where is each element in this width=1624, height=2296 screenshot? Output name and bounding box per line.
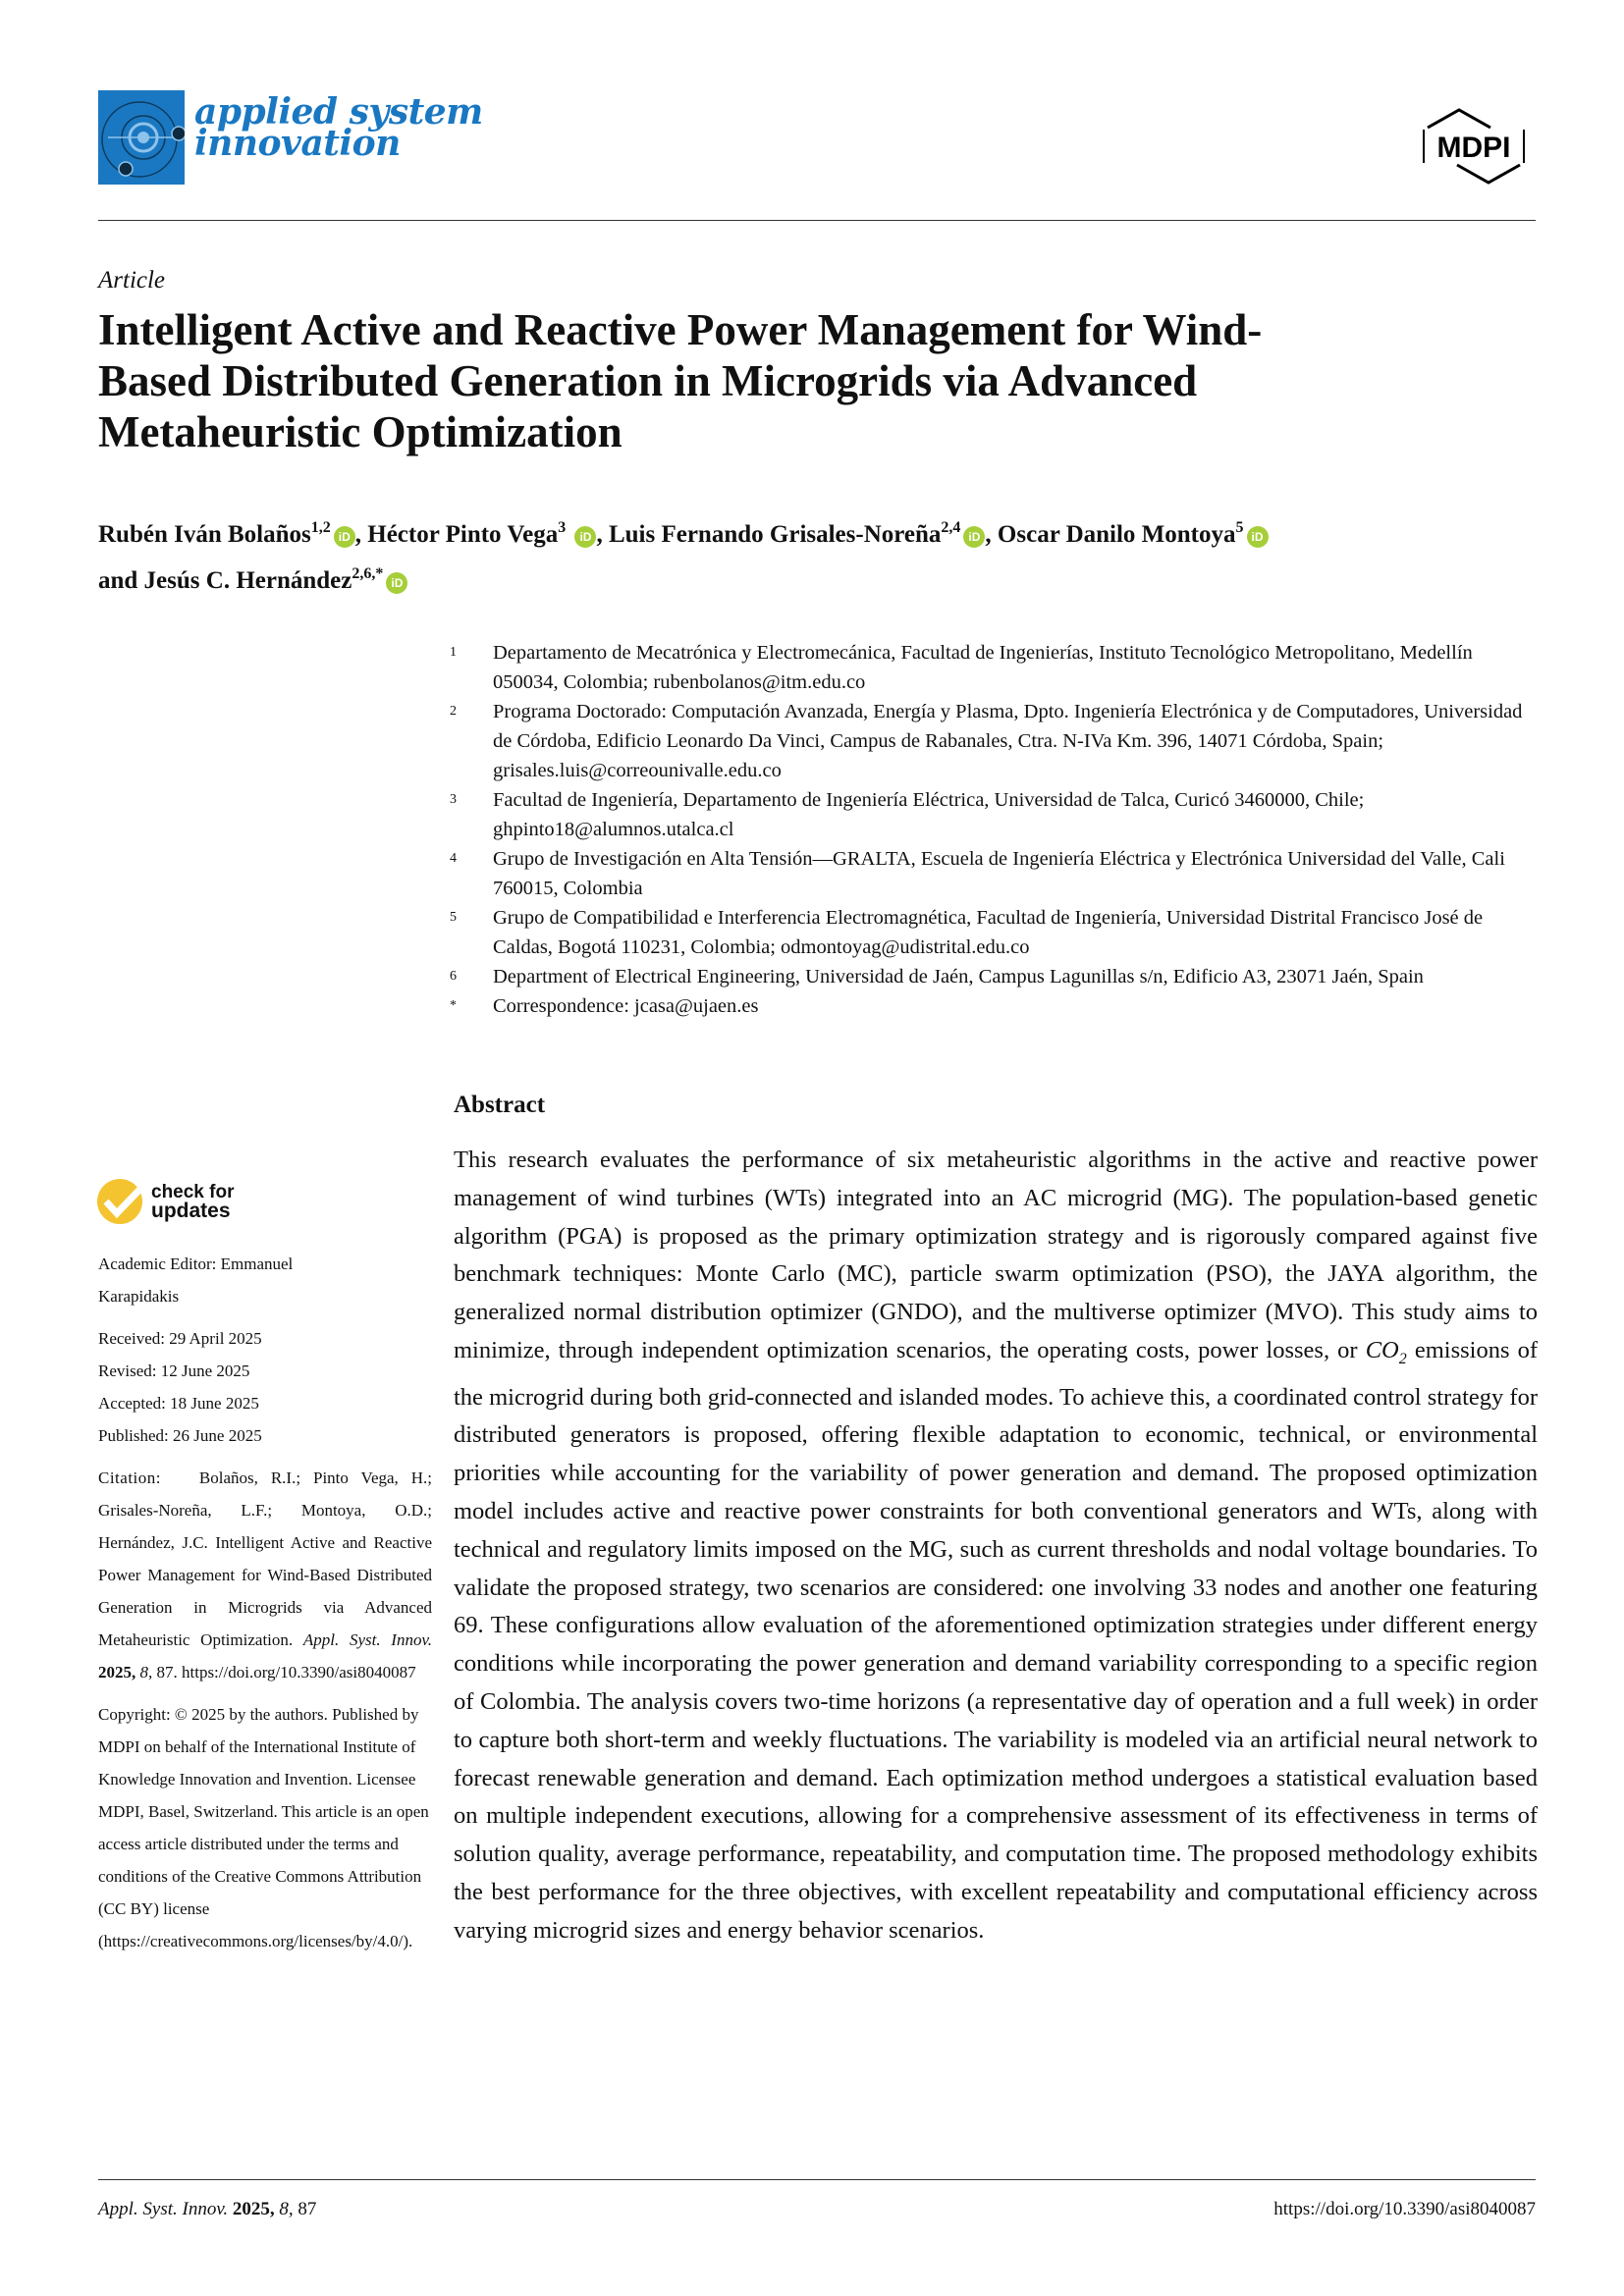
date-received: Received: 29 April 2025: [98, 1329, 262, 1348]
affiliation-text: Facultad de Ingeniería, Departamento de Ingeniería Eléctrica, Universidad de Talca, Curicó 3460000, Chile; ghpinto18@alumnos.utalca.cl: [493, 789, 1365, 840]
article-info-sidebar: [98, 1248, 432, 1967]
author-affiliation-sup: 5: [1235, 519, 1244, 536]
footer-citation: [98, 2199, 316, 2220]
check-for-updates-button[interactable]: [96, 1178, 234, 1225]
citation-volume: 8,: [139, 1663, 153, 1682]
citation-year: 2025,: [98, 1663, 136, 1682]
academic-editor-line1: Academic Editor: Emmanuel: [98, 1255, 294, 1273]
publication-dates: [98, 1322, 432, 1452]
affiliation-text: Departamento de Mecatrónica y Electromecánica, Facultad de Ingenierías, Instituto Tecnológico Metropolitano, Medellín 050034, Colombia; rubenbolanos@itm.edu.co: [493, 642, 1473, 693]
journal-logo-icon: [98, 90, 185, 185]
author-name: and Jesús C. Hernández: [98, 567, 352, 594]
author-separator: ,: [354, 521, 368, 548]
author-affiliation-sup: 1,2: [310, 519, 331, 536]
journal-name-line2: innovation: [194, 123, 401, 164]
affiliation-item: [450, 991, 1540, 1021]
citation-doi-link[interactable]: https://doi.org/10.3390/asi8040087: [182, 1663, 416, 1682]
orcid-icon[interactable]: iD: [334, 526, 355, 548]
orcid-icon[interactable]: iD: [386, 572, 407, 594]
date-accepted: Accepted: 18 June 2025: [98, 1394, 259, 1413]
affiliation-number: 5: [450, 910, 457, 925]
date-published: Published: 26 June 2025: [98, 1426, 262, 1445]
abstract-body: [454, 1142, 1538, 1950]
author-list: [98, 508, 1532, 601]
footer-volume: 8,: [279, 2199, 294, 2219]
co2-base: CO: [1365, 1336, 1399, 1363]
author-name: Rubén Iván Bolaños: [98, 521, 311, 548]
footer-journal: Appl. Syst. Innov.: [98, 2199, 229, 2219]
copyright-block: Copyright: © 2025 by the authors. Published by MDPI on behalf of the International Institute of Knowledge Innovation and Invention. Licensee MDPI, Basel, Switzerland. This article is an open access article distributed under the terms and conditions of the Creative Commons Attribution (CC BY) license (https://creativecommons.org/licenses/by/4.0/).: [98, 1705, 429, 1950]
affiliation-text: Department of Electrical Engineering, Universidad de Jaén, Campus Lagunillas s/n, Edificio A3, 23071 Jaén, Spain: [493, 966, 1424, 988]
author-name: Oscar Danilo Montoya: [997, 521, 1236, 548]
academic-editor-line2: Karapidakis: [98, 1287, 180, 1306]
affiliations-list: [450, 638, 1540, 1021]
citation-journal: Appl. Syst. Innov.: [302, 1630, 432, 1649]
check-updates-line2: updates: [151, 1200, 231, 1222]
check-updates-icon: [96, 1178, 143, 1225]
footer-year: 2025,: [232, 2199, 275, 2219]
academic-editor: [98, 1248, 432, 1312]
svg-text:MDPI: MDPI: [1436, 132, 1511, 164]
author-separator: ,: [985, 521, 998, 548]
check-updates-label: [151, 1183, 234, 1220]
journal-name: [194, 91, 483, 164]
header-divider: [98, 220, 1536, 221]
affiliation-item: [450, 785, 1540, 844]
footer-divider: [98, 2179, 1536, 2180]
affiliation-number: *: [450, 998, 457, 1013]
affiliation-item: [450, 638, 1540, 697]
footer-article-number: 87: [298, 2199, 317, 2219]
abstract-text-part1: This research evaluates the performance of six metaheuristic algorithms in the active and reactive power management of wind turbines (WTs) integrated into an AC microgrid (MG). The population-based genetic algorithm (PGA) is proposed as the primary optimization strategy and is rigorously compared against five benchmark techniques: Monte Carlo (MC), particle swarm optimization (PSO), the JAYA algorithm, the generalized normal distribution optimizer (GNDO), and the multiverse optimizer (MVO). This study aims to minimize, through independent optimization scenarios, the operating costs, power losses, or: [454, 1147, 1538, 1363]
mdpi-logo-icon: [1414, 106, 1534, 187]
article-title: Intelligent Active and Reactive Power Management for Wind-Based Distributed Generation in Microgrids via Advanced Metaheuristic Optimization: [98, 305, 1263, 456]
affiliation-text: Programa Doctorado: Computación Avanzada, Energía y Plasma, Dpto. Ingeniería Electrónica y de Computadores, Universidad de Córdoba, Edificio Leonardo Da Vinci, Campus de Rabanales, Ctra. N-IVa Km. 396, 14071 Córdoba, Spain; grisales.luis@correounivalle.edu.co: [493, 701, 1523, 781]
check-updates-line1: check for: [151, 1182, 235, 1202]
affiliation-number: 1: [450, 645, 457, 660]
affiliation-text: Grupo de Compatibilidad e Interferencia Electromagnética, Facultad de Ingeniería, Universidad Distrital Francisco José de Caldas, Bogotá 110231, Colombia; odmontoyag@udistrital.edu.co: [493, 907, 1484, 958]
citation-block: [98, 1462, 432, 1688]
author-name: Luis Fernando Grisales-Noreña: [608, 521, 942, 548]
affiliation-number: 2: [450, 704, 457, 719]
author-affiliation-sup: 2,4: [941, 519, 961, 536]
journal-name-line1: applied system: [194, 91, 483, 133]
article-type: Article: [98, 267, 166, 294]
co2-subscript: 2: [1398, 1350, 1407, 1367]
footer-doi-link[interactable]: https://doi.org/10.3390/asi8040087: [1273, 2199, 1536, 2219]
affiliation-number: 4: [450, 851, 457, 866]
abstract-heading: Abstract: [454, 1092, 546, 1118]
correspondence-text: Correspondence: jcasa@ujaen.es: [493, 995, 759, 1017]
citation-article-number: 87.: [156, 1663, 178, 1682]
abstract-text-part2: emissions of the microgrid during both grid-connected and islanded modes. To achieve this, a coordinated control strategy for distributed generators is proposed, offering flexible adaptation to economic, technical, or environmental priorities while accounting for the variability of power generation and demand. The proposed optimization model includes active and reactive power constraints for both conventional generators and WTs, along with technical and regulatory limits imposed on the MG, such as current thresholds and nodal voltage boundaries. To validate the proposed strategy, two scenarios are considered: one involving 33 nodes and another one featuring 69. These configurations allow evaluation of the aforementioned optimization strategies under different energy conditions while incorporating the power generation and demand variability corresponding to a specific region of Colombia. The analysis covers two-time horizons (a representative day of operation and a full week) in order to capture both short-term and weekly fluctuations. The variability is modeled via an artificial neural network to forecast renewable generation and demand. Each optimization method undergoes a statistical evaluation based on multiple independent executions, allowing for a comprehensive assessment of its effectiveness in terms of solution quality, average performance, repeatability, and computation time. The proposed methodology exhibits the best performance for the three objectives, with excellent repeatability and computational efficiency across varying microgrid sizes and energy behavior scenarios.: [454, 1336, 1539, 1944]
author-separator: ,: [596, 521, 609, 548]
affiliation-number: 3: [450, 792, 457, 807]
affiliation-text: Grupo de Investigación en Alta Tensión—GRALTA, Escuela de Ingeniería Eléctrica y Electrónica Universidad del Valle, Cali 760015, Colombia: [493, 848, 1505, 899]
affiliation-number: 6: [450, 969, 457, 984]
affiliation-item: [450, 844, 1540, 903]
affiliation-item: [450, 697, 1540, 785]
author-affiliation-sup: 2,6,*: [352, 565, 384, 582]
orcid-icon[interactable]: iD: [963, 526, 985, 548]
affiliation-item: [450, 903, 1540, 962]
affiliation-item: [450, 962, 1540, 991]
citation-label: Citation:: [98, 1468, 161, 1487]
author-name: Héctor Pinto Vega: [367, 521, 559, 548]
orcid-icon[interactable]: iD: [574, 526, 596, 548]
co2-formula: [1365, 1336, 1407, 1367]
orcid-icon[interactable]: iD: [1247, 526, 1269, 548]
citation-text: Bolaños, R.I.; Pinto Vega, H.; Grisales-Noreña, L.F.; Montoya, O.D.; Hernández, J.C. Intelligent Active and Reactive Power Management for Wind-Based Distributed Generation in Microgrids via Advanced Metaheuristic Optimization.: [98, 1468, 433, 1649]
date-revised: Revised: 12 June 2025: [98, 1362, 250, 1380]
author-affiliation-sup: 3: [558, 519, 567, 536]
